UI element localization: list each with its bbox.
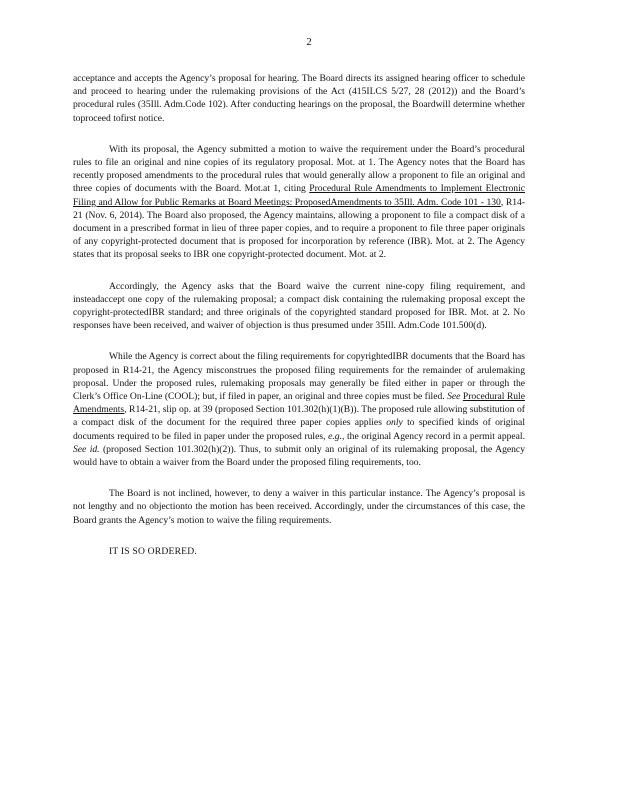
paragraph-accordingly: Accordingly, the Agency asks that the Board waive the current nine-copy filing requirement, and insteadaccept one copy of the rulemaking proposal; a compact disk containing the rulemaking proposal except the copyright-protectedIBR standard; and three originals of the copyrighted standard proposed for IBR. Mot. at 2. No responses have been received, and waiver of objection is thus presumed under 35Ill. Adm.Code 101.500(d).: [73, 280, 525, 332]
case-citation: Procedural Rule Amendments: [73, 391, 525, 416]
closing-order: IT IS SO ORDERED.: [109, 545, 197, 557]
paragraph-acceptance: acceptance and accepts the Agency’s proposal for hearing. The Board directs its assigned hearing officer to schedule and proceed to hearing under the rulemaking provisions of the Act (415ILCS 5/27, 28 (2012)) and the Board’s procedural rules (35Ill. Adm.Code 102). After conducting hearings on the proposal, the Boardwill determine whether toproceed tofirst notice.: [73, 73, 525, 124]
paragraph-text: , the original Agency record in a permit appeal.: [341, 430, 525, 442]
emphasis-only: only: [386, 417, 403, 429]
paragraph-text: (proposed Section 101.302(h)(2)). Thus, to submit only an original of its rulemaking proposal, the Agency would have to obtain a waiver from the Board under the proposed filing requirements, too.: [73, 443, 525, 469]
see-signal: See: [447, 391, 461, 403]
paragraph-filing-requirements: [73, 350, 525, 469]
eg-signal: e.g.: [328, 430, 342, 442]
paragraph-text: While the Agency is correct about the filing requirements for copyrightedIBR documents that the Board has proposed in R14-21, the Agency misconstrues the proposed filing requirements for the remainder of arulemaking proposal. Under the proposed rules, rulemaking proposals may generally be filed either in paper or through the Clerk’s Office On-Line (COOL); but, if filed in paper, an original and three copies must be filed.: [73, 351, 525, 403]
paragraph-board-grants: The Board is not inclined, however, to deny a waiver in this particular instance. The Agency’s proposal is not lengthy and no objectionto the motion has been received. Accordingly, under the circumstances of this case, the Board grants the Agency’s motion to waive the filing requirements.: [73, 488, 525, 526]
case-citation: Procedural Rule Amendments to Implement Electronic Filing and Allow for Public Remarks at Board Meetings: ProposedAmendments to 35Ill. Adm. Code 101 - 130: [73, 183, 525, 208]
paragraph-text: to specified kinds of original documents required to be filed in paper under the proposed rules,: [73, 417, 525, 442]
paragraph-text: , R14-21, slip op. at 39 (proposed Section 101.302(h)(1)(B)). The proposed rule allowing substitution of a compact disk of the document for the required three paper copies applies: [73, 404, 525, 429]
page-number: 2: [306, 36, 312, 48]
paragraph-text: With its proposal, the Agency submitted a motion to waive the requirement under the Board’s procedural rules to file an original and nine copies of its regulatory proposal. Mot. at 1. The Agency notes that the Board has recently proposed amendments to the procedural rules that would generally allow a proponent to file an original and three copies of documents with the Board. Mot.at 1, citing: [73, 143, 525, 195]
document-body: [73, 72, 525, 576]
paragraph-text: , R14-21 (Nov. 6, 2014). The Board also proposed, the Agency maintains, allowing a proponent to file a compact disk of a document in a prescribed format in lieu of three paper copies, and to require a proponent to file three paper originals of any copyright-protected document that is proposed for incorporation by reference (IBR). Mot. at 2. The Agency states that its proposal seeks to IBR one copyright-protected document. Mot. at 2.: [73, 196, 526, 261]
see-id-signal: See id.: [73, 443, 100, 455]
paragraph-motion-to-waive: [73, 143, 525, 262]
